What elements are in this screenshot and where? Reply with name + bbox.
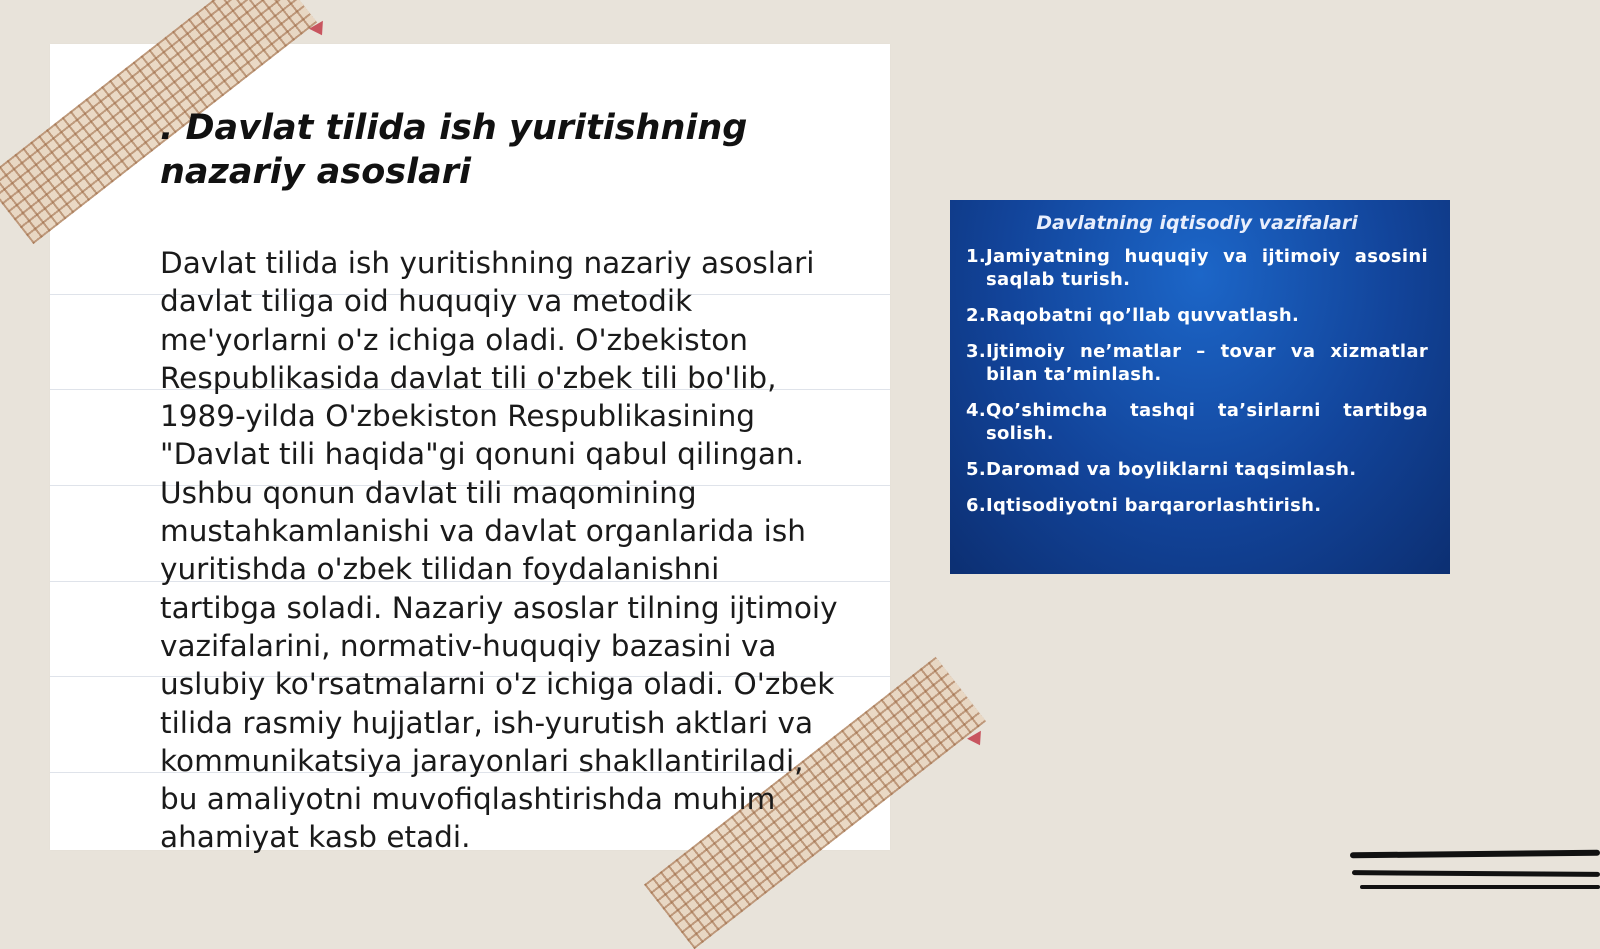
image-title: Davlatning iqtisodiy vazifalari	[1036, 212, 1358, 234]
list-item: 5.Daromad va boyliklarni taqsimlash.	[966, 459, 1357, 480]
list-item: 4.Qo’shimcha tashqi ta’sirlarni tartibga solish.	[966, 400, 1428, 444]
brush-stroke	[1352, 870, 1600, 877]
list-item: 2.Raqobatni qo’llab quvvatlash.	[966, 305, 1300, 326]
list-item: 1.Jamiyatning huquqiy va ijtimoiy asosini saqlab turish.	[966, 246, 1428, 290]
brush-stroke	[1360, 885, 1600, 889]
slide-heading: . Davlat tilida ish yuritishning nazariy asoslari	[160, 108, 748, 192]
list-item: 6.Iqtisodiyotni barqarorlashtirish.	[966, 495, 1322, 516]
list-item: 3.Ijtimoiy ne’matlar – tovar va xizmatlar bilan ta’minlash.	[966, 341, 1428, 385]
economic-functions-image	[950, 200, 1450, 574]
functions-list	[966, 245, 1428, 517]
brush-stroke	[1350, 850, 1600, 859]
slide-body-text: Davlat tilida ish yuritishning nazariy asoslari davlat tiliga oid huquqiy va metodik me'yorlarni o'z ichiga oladi. O'zbekiston Respublikasida davlat tili o'zbek tili bo'lib, 1989-yilda O'zbekiston Respublikasining "Davlat tili haqida"gi qonuni qabul qilingan. Ushbu qonun davlat tili maqomining mustahkamlanishi va davlat organlarida ish yuritishda o'zbek tilidan foydalanishni tartibga soladi. Nazariy asoslar tilning ijtimoiy vazifalarini, normativ-huquqiy bazasini va uslubiy ko'rsatmalarni o'z ichiga oladi. O'zbek tilida rasmiy hujjatlar, ish-yurutish aktlari va kommunikatsiya jarayonlari shakllantiriladi, bu amaliyotni muvofiqlashtirishda muhim ahamiyat kasb etadi.	[160, 246, 838, 855]
